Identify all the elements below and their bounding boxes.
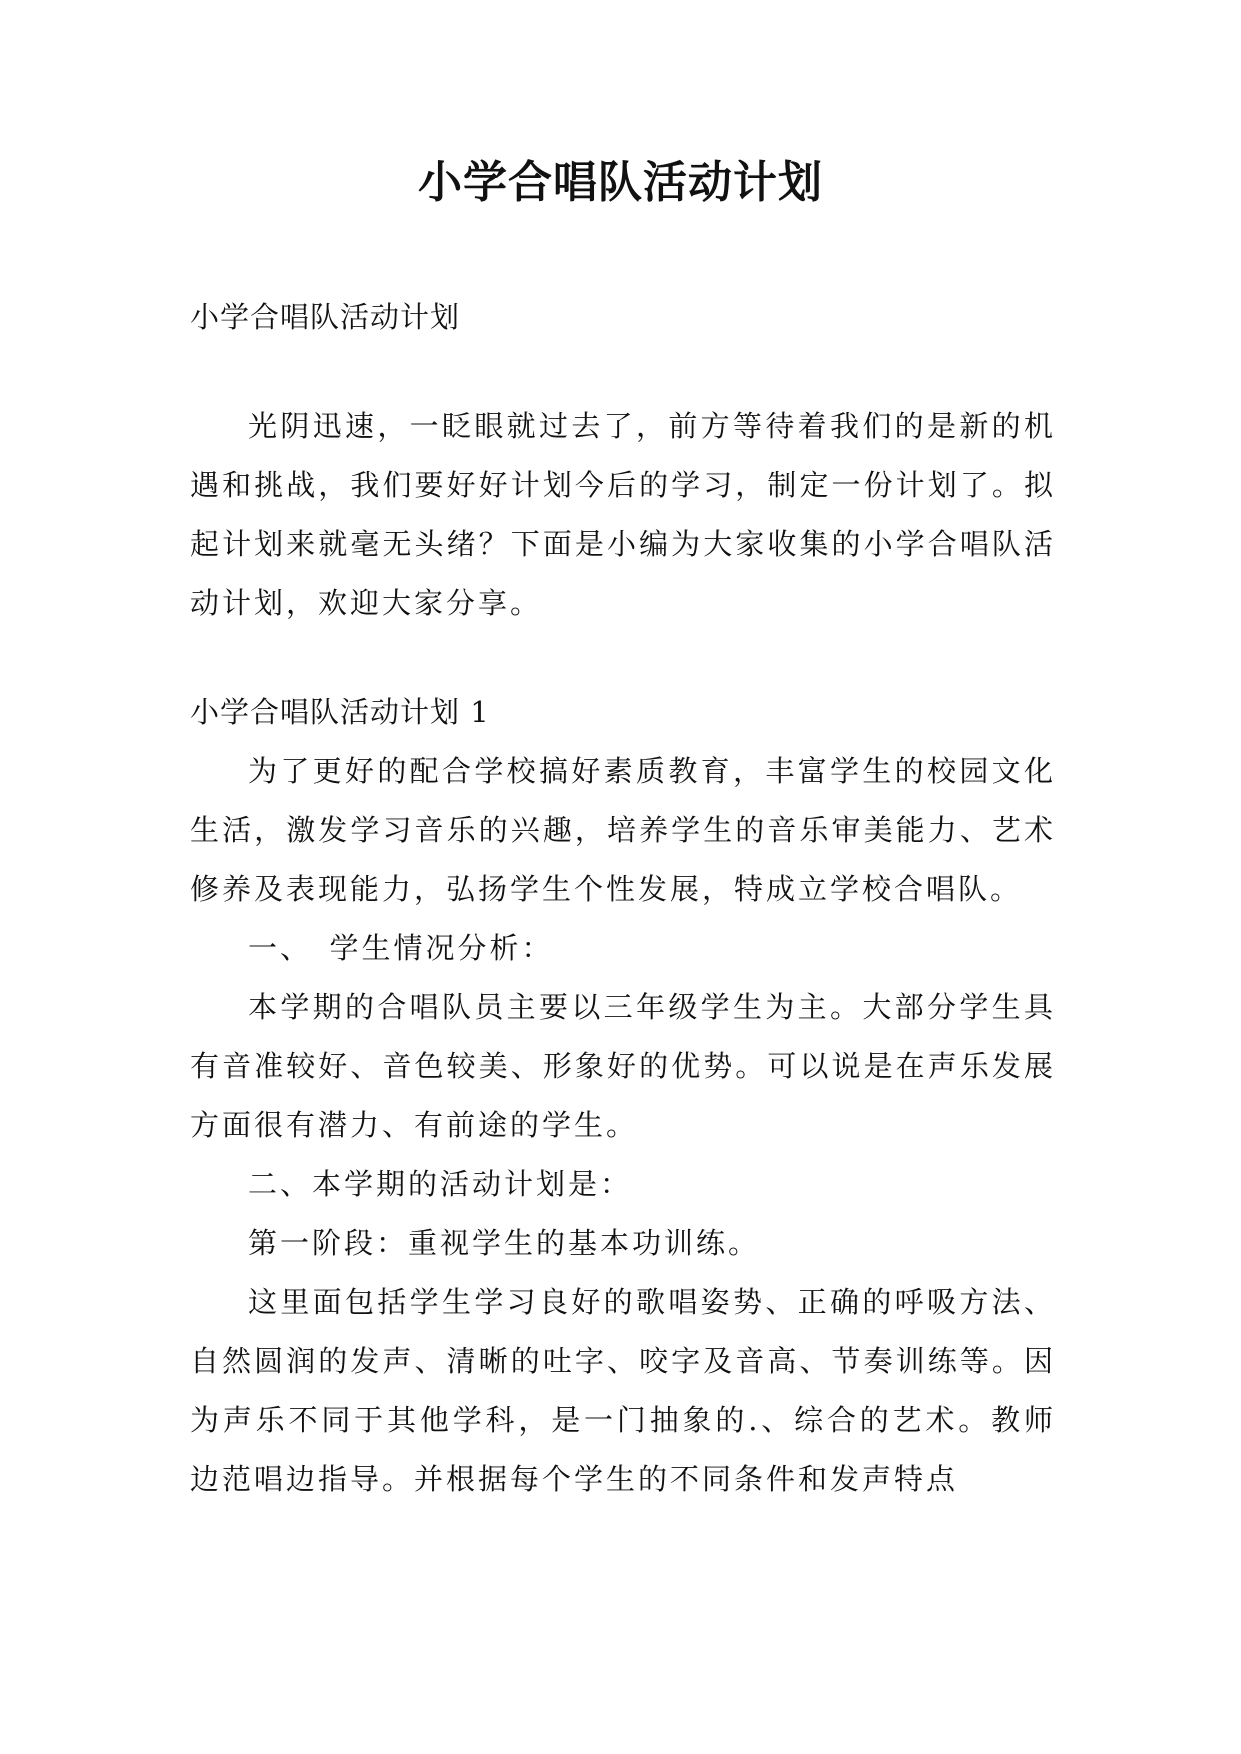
body-paragraph-2: 本学期的合唱队员主要以三年级学生为主。大部分学生具有音准较好、音色较美、形象好的优势。可以说是在声乐发展方面很有潜力、有前途的学生。 xyxy=(190,990,1056,1142)
section-heading-activity-plan: 二、本学期的活动计划是： xyxy=(248,1167,633,1201)
document-body xyxy=(190,288,1056,1509)
body-paragraph-4: 这里面包括学生学习良好的歌唱姿势、正确的呼吸方法、自然圆润的发声、清晰的吐字、咬字及音高、节奏训练等。因为声乐不同于其他学科，是一门抽象的.、综合的艺术。教师边范唱边指导。并根据每个学生的不同条件和发声特点 xyxy=(190,1285,1056,1496)
section-heading-student-analysis: 一、 学生情况分析： xyxy=(248,931,554,965)
intro-paragraph: 光阴迅速，一眨眼就过去了，前方等待着我们的是新的机遇和挑战，我们要好好计划今后的学习，制定一份计划了。拟起计划来就毫无头绪？下面是小编为大家收集的小学合唱队活动计划，欢迎大家分享。 xyxy=(190,409,1056,620)
body-paragraph-3: 第一阶段：重视学生的基本功训练。 xyxy=(248,1226,761,1260)
document-title: 小学合唱队活动计划 xyxy=(418,157,823,208)
document-heading: 小学合唱队活动计划 xyxy=(190,300,461,334)
section-title: 小学合唱队活动计划 1 xyxy=(190,695,490,729)
body-paragraph-1: 为了更好的配合学校搞好素质教育，丰富学生的校园文化生活，激发学习音乐的兴趣，培养学生的音乐审美能力、艺术修养及表现能力，弘扬学生个性发展，特成立学校合唱队。 xyxy=(190,754,1056,906)
